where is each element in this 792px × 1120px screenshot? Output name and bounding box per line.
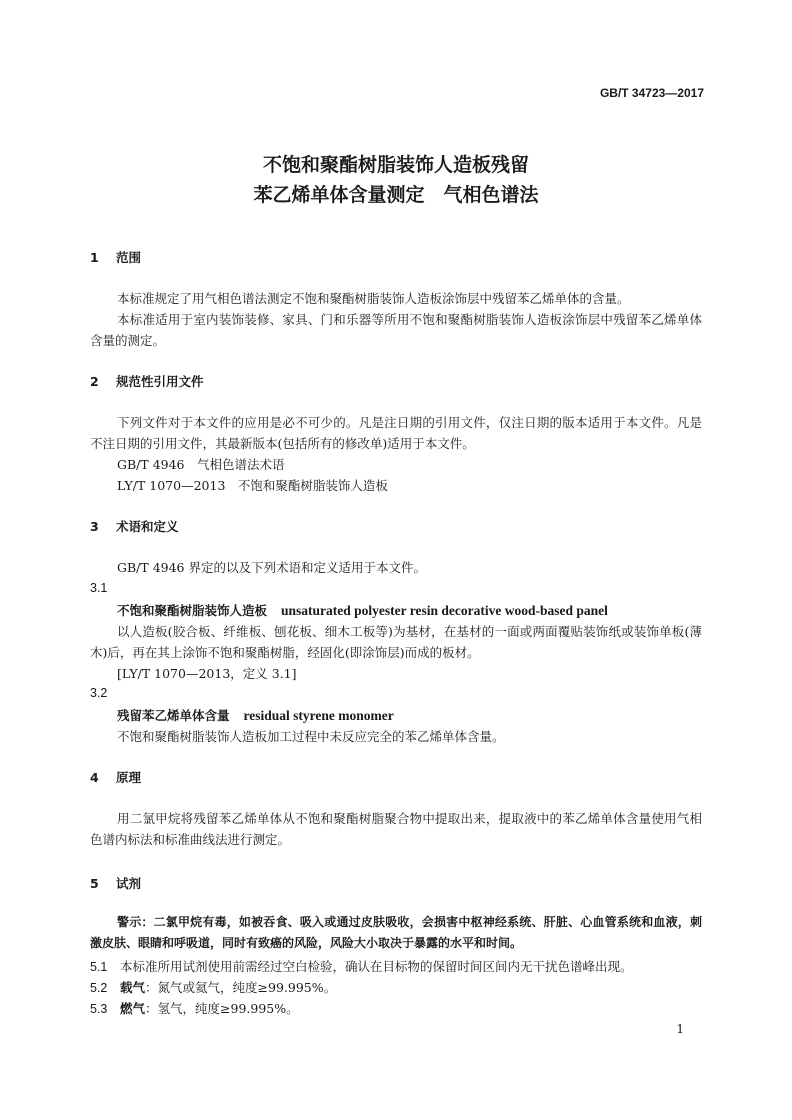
standard-number: GB/T 34723—2017 <box>599 86 704 100</box>
term-chinese: 不饱和聚酯树脂装饰人造板 <box>117 603 268 618</box>
section-number: 4 <box>90 770 99 785</box>
term-definition: 不饱和聚酯树脂装饰人造板加工过程中未反应完全的苯乙烯单体含量。 <box>117 729 505 744</box>
term-english: residual styrene monomer <box>243 708 394 723</box>
document-title-line-2: 苯乙烯单体含量测定 气相色谱法 <box>253 184 539 206</box>
document-title-line-1: 不饱和聚酯树脂装饰人造板残留 <box>262 154 529 176</box>
normative-reference: LY/T 1070—2013 不饱和聚酯树脂装饰人造板 <box>117 478 388 493</box>
list-item <box>90 999 299 1017</box>
item-text: 本标准所用试剂使用前需经过空白检验，确认在目标物的保留时间区间内无干扰色谱峰出现。 <box>120 959 633 974</box>
section-2-heading <box>90 372 204 390</box>
item-label: 燃气 <box>120 1001 146 1016</box>
item-number: 5.1 <box>90 960 108 974</box>
section-title: 规范性引用文件 <box>116 374 204 389</box>
item-text: ：氮气或氦气，纯度≥99.995%。 <box>145 980 337 995</box>
clause-number: 3.2 <box>90 686 108 700</box>
warning-note: 警示：二氯甲烷有毒，如被吞食、吸入或通过皮肤吸收，会损害中枢神经系统、肝脏、心血管系统和血液，刺激皮肤、眼睛和呼吸道，同时有致癌的风险，风险大小取决于暴露的水平和时间。 <box>90 915 702 950</box>
list-item <box>90 957 633 975</box>
section-number: 2 <box>90 374 99 389</box>
section-4-heading <box>90 768 141 786</box>
section-title: 试剂 <box>116 876 142 891</box>
paragraph: 本标准规定了用气相色谱法测定不饱和聚酯树脂装饰人造板涂饰层中残留苯乙烯单体的含量。 <box>117 291 630 306</box>
list-item <box>90 978 336 996</box>
term-english: unsaturated polyester resin decorative wood-based panel <box>281 603 608 618</box>
section-3-heading <box>90 517 179 535</box>
section-5-heading <box>90 874 141 892</box>
item-label: 载气 <box>120 980 146 995</box>
term-chinese: 残留苯乙烯单体含量 <box>117 708 230 723</box>
page-number: 1 <box>676 1022 684 1036</box>
section-title: 原理 <box>116 770 142 785</box>
paragraph: 用二氯甲烷将残留苯乙烯单体从不饱和聚酯树脂聚合物中提取出来，提取液中的苯乙烯单体含量使用气相色谱内标法和标准曲线法进行测定。 <box>90 811 702 847</box>
term-definition: 以人造板(胶合板、纤维板、刨花板、细木工板等)为基材，在基材的一面或两面覆贴装饰纸或装饰单板(薄木)后，再在其上涂饰不饱和聚酯树脂，经固化(即涂饰层)而成的板材。 <box>90 624 702 660</box>
section-title: 术语和定义 <box>116 519 179 534</box>
paragraph: 下列文件对于本文件的应用是必不可少的。凡是注日期的引用文件，仅注日期的版本适用于本文件。凡是不注日期的引用文件，其最新版本(包括所有的修改单)适用于本文件。 <box>90 415 702 451</box>
item-number: 5.3 <box>90 1002 108 1016</box>
term-source: [LY/T 1070—2013，定义 3.1] <box>117 666 297 681</box>
paragraph: GB/T 4946 界定的以及下列术语和定义适用于本文件。 <box>117 560 426 575</box>
term-entry <box>117 601 608 619</box>
section-number: 5 <box>90 876 99 891</box>
item-text: ：氢气，纯度≥99.995%。 <box>145 1001 299 1016</box>
term-entry <box>117 706 394 724</box>
item-number: 5.2 <box>90 981 108 995</box>
paragraph: 本标准适用于室内装饰装修、家具、门和乐器等所用不饱和聚酯树脂装饰人造板涂饰层中残留苯乙烯单体含量的测定。 <box>90 312 702 348</box>
clause-number: 3.1 <box>90 581 108 595</box>
section-number: 1 <box>90 250 99 265</box>
section-title: 范围 <box>116 250 142 265</box>
section-1-heading <box>90 248 141 266</box>
normative-reference: GB/T 4946 气相色谱法术语 <box>117 457 285 472</box>
section-number: 3 <box>90 519 99 534</box>
